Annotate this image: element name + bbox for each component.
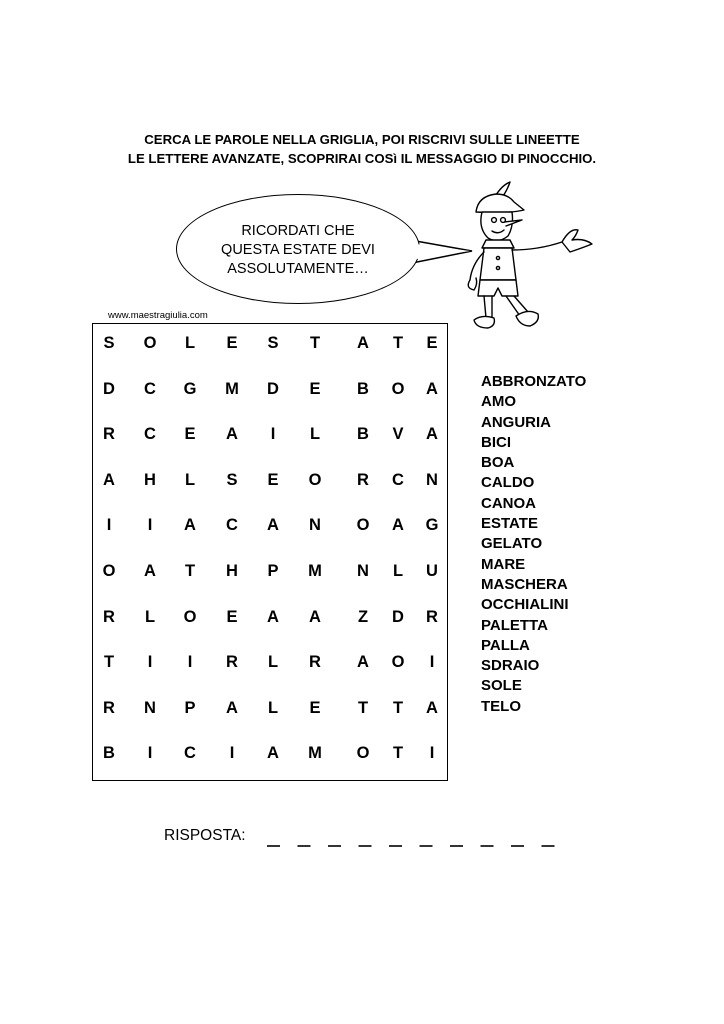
grid-letter: S — [267, 334, 279, 352]
grid-letter: R — [103, 607, 115, 626]
grid-letter: A — [426, 425, 438, 444]
word-list-item: SDRAIO — [481, 657, 540, 675]
instructions-line-1: CERCA LE PAROLE NELLA GRIGLIA, POI RISCRIVI SULLE LINEETTE — [144, 132, 580, 147]
word-list-item: ABBRONZATO — [481, 373, 587, 390]
grid-letter: A — [392, 516, 404, 535]
grid-letter: H — [226, 562, 238, 580]
grid-letter: I — [147, 653, 153, 672]
grid-letter: T — [392, 334, 404, 352]
grid-letter: L — [392, 562, 404, 580]
grid-letter: T — [392, 698, 404, 717]
grid-letter: A — [144, 562, 156, 580]
grid-letter: L — [267, 653, 279, 672]
grid-letter: I — [187, 653, 193, 672]
grid-letter: M — [225, 379, 239, 398]
grid-letter: E — [309, 698, 321, 717]
word-list-item: GELATO — [481, 535, 543, 553]
grid-letter: R — [309, 653, 321, 672]
speech-line-3: ASSOLUTAMENTE… — [227, 261, 369, 277]
word-list-item: ANGURIA — [481, 413, 551, 431]
grid-letter: C — [144, 425, 156, 444]
grid-letter: C — [184, 744, 196, 763]
grid-letter: M — [308, 562, 322, 580]
grid-letter: O — [356, 516, 370, 535]
grid-letter: A — [426, 698, 438, 717]
grid-letter: R — [226, 653, 238, 672]
speech-line-2: QUESTA ESTATE DEVI — [221, 242, 375, 258]
grid-letter: Z — [357, 607, 369, 626]
grid-letter: C — [226, 516, 238, 535]
grid-letter: O — [143, 334, 157, 352]
grid-letter: C — [144, 379, 156, 398]
grid-letter: U — [426, 562, 438, 580]
word-list-item: ESTATE — [481, 515, 538, 533]
grid-letter: T — [357, 698, 369, 717]
grid-letter: D — [267, 379, 279, 398]
grid-letter: C — [392, 470, 404, 489]
grid-letter: N — [426, 470, 438, 489]
grid-letter: D — [103, 379, 115, 398]
grid-letter: A — [267, 607, 279, 626]
grid-letter: A — [357, 334, 369, 352]
grid-letter: O — [183, 607, 197, 626]
grid-letter: L — [184, 470, 196, 489]
grid-letter: A — [309, 607, 321, 626]
grid-letter: S — [103, 334, 115, 352]
instructions-line-2: LE LETTERE AVANZATE, SCOPRIRAI COSì IL MESSAGGIO DI PINOCCHIO. — [127, 151, 597, 166]
grid-letter: E — [226, 334, 238, 352]
grid-letter: D — [392, 607, 404, 626]
grid-letter: E — [226, 607, 238, 626]
answer-label: RISPOSTA: — [164, 827, 246, 844]
grid-letter: E — [267, 470, 279, 489]
grid-letter: A — [426, 379, 438, 398]
grid-letter: N — [309, 516, 321, 535]
word-list-item: BICI — [481, 433, 511, 451]
grid-letter: O — [391, 653, 405, 672]
grid-letter: B — [103, 744, 115, 763]
grid-letter: O — [308, 470, 322, 489]
word-list-item: OCCHIALINI — [481, 596, 569, 614]
grid-letter: A — [226, 425, 238, 444]
grid-letter: H — [144, 470, 156, 489]
word-list-item: MASCHERA — [481, 575, 568, 593]
grid-letter: E — [309, 379, 321, 398]
word-list-item: BOA — [481, 454, 515, 472]
grid-letter: B — [357, 379, 369, 398]
word-list-item: PALETTA — [481, 616, 548, 634]
word-list-item: SOLE — [481, 677, 522, 695]
grid-letter: S — [226, 470, 238, 489]
grid-letter: L — [267, 698, 279, 717]
word-list-item: MARE — [481, 555, 526, 573]
grid-letter: P — [267, 562, 279, 580]
grid-letter: V — [392, 425, 404, 444]
grid-letter: I — [270, 425, 276, 444]
grid-letter: N — [357, 562, 369, 580]
grid-letter: N — [144, 698, 156, 717]
grid-letter: A — [267, 744, 279, 763]
grid-letter: L — [309, 425, 321, 444]
grid-letter: T — [392, 744, 404, 763]
grid-letter: A — [267, 516, 279, 535]
grid-letter: T — [309, 334, 321, 352]
grid-letter: P — [184, 698, 196, 717]
grid-letter: I — [147, 516, 153, 535]
grid-letter: R — [103, 698, 115, 717]
grid-letter: R — [357, 470, 369, 489]
grid-letter: I — [429, 653, 435, 672]
grid-letter: O — [356, 744, 370, 763]
grid-letter: I — [429, 744, 435, 763]
speech-line-1: RICORDATI CHE — [241, 223, 355, 239]
grid-letter: A — [226, 698, 238, 717]
grid-letter: O — [391, 379, 405, 398]
grid-letter: A — [357, 653, 369, 672]
grid-letter: L — [184, 334, 196, 352]
grid-letter: B — [357, 425, 369, 444]
grid-letter: R — [426, 607, 438, 626]
grid-letter: T — [103, 653, 115, 672]
grid-letter: A — [184, 516, 196, 535]
website-url: www.maestragiulia.com — [108, 310, 208, 321]
grid-letter: R — [103, 425, 115, 444]
grid-letter: I — [106, 516, 112, 535]
grid-letter: G — [425, 516, 439, 535]
word-list-item: AMO — [481, 393, 516, 411]
grid-letter: I — [229, 744, 235, 763]
grid-letter: A — [103, 470, 115, 489]
word-list-item: TELO — [481, 697, 521, 715]
grid-letter: E — [426, 334, 438, 352]
word-list-item: CALDO — [481, 474, 535, 492]
grid-letter: M — [308, 744, 322, 763]
grid-letter: L — [144, 607, 156, 626]
grid-letter: G — [183, 379, 197, 398]
word-list-item: PALLA — [481, 636, 530, 654]
grid-letter: T — [184, 562, 196, 580]
grid-letter: I — [147, 744, 153, 763]
grid-letter: E — [184, 425, 196, 444]
grid-letter: O — [102, 562, 116, 580]
word-list-item: CANOA — [481, 494, 536, 512]
